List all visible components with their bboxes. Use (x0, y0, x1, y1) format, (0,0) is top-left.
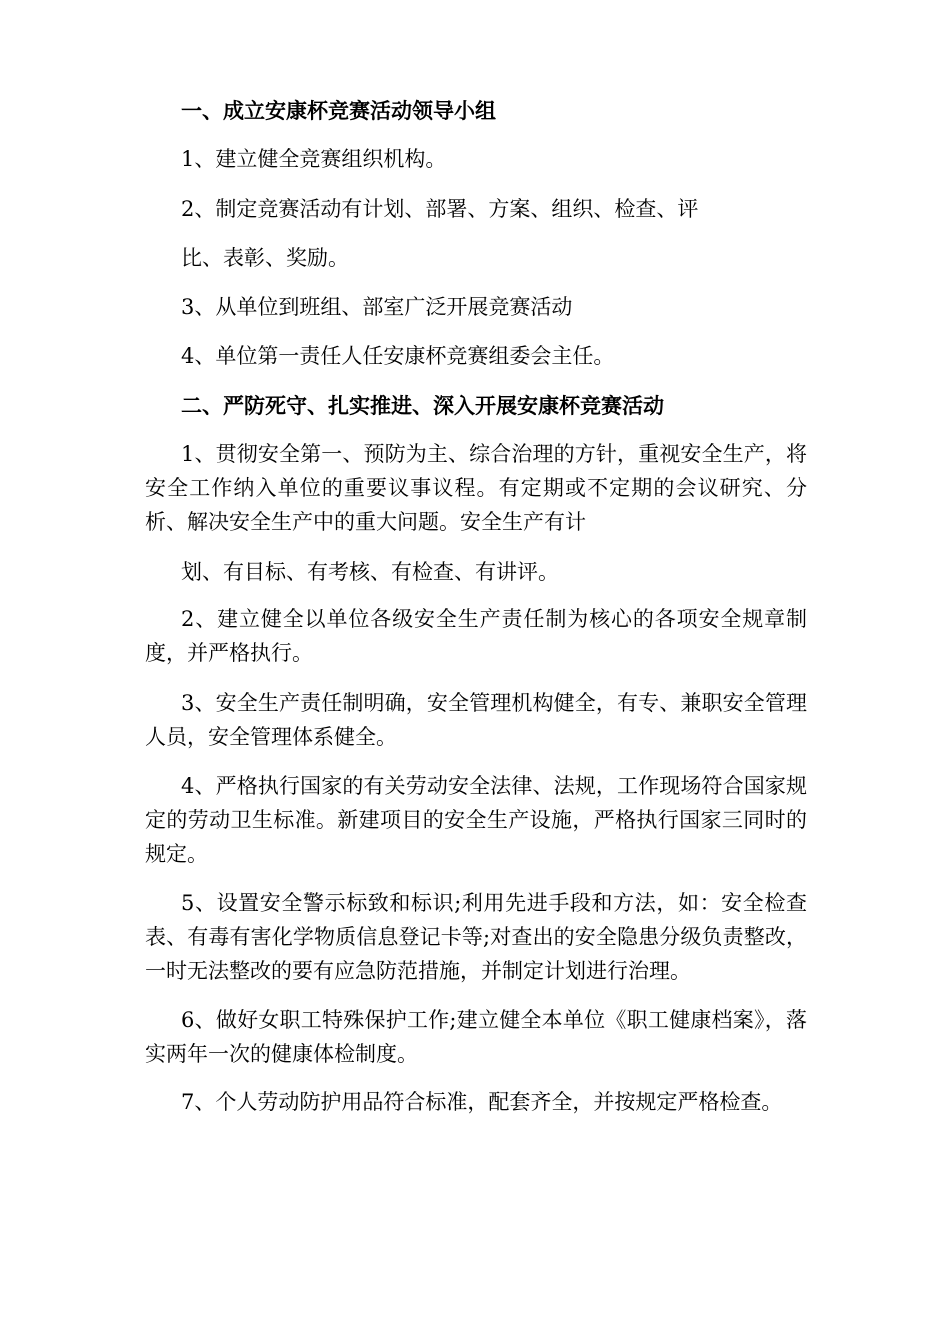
section-1-item-2-continuation: 比、表彰、奖励。 (181, 246, 349, 270)
section-2-paragraph-2: 2、建立健全以单位各级安全生产责任制为核心的各项安全规章制度，并严格执行。 (145, 607, 807, 665)
section-2-paragraph-4: 4、严格执行国家的有关劳动安全法律、法规，工作现场符合国家规定的劳动卫生标准。新建项目的安全生产设施，严格执行国家三同时的规定。 (145, 774, 807, 866)
section-2-paragraph-5: 5、设置安全警示标致和标识;利用先进手段和方法，如：安全检查表、有毒有害化学物质信息登记卡等;对查出的安全隐患分级负责整改，一时无法整改的要有应急防范措施，并制定计划进行治理。 (145, 891, 807, 983)
section-1-item-3: 3、从单位到班组、部室广泛开展竞赛活动 (181, 295, 573, 319)
section-2-paragraph-7: 7、个人劳动防护用品符合标准，配套齐全，并按规定严格检查。 (181, 1090, 783, 1114)
section-2-paragraph-1: 1、贯彻安全第一、预防为主、综合治理的方针，重视安全生产，将安全工作纳入单位的重要议事议程。有定期或不定期的会议研究、分析、解决安全生产中的重大问题。安全生产有计 (145, 442, 807, 534)
section-2-paragraph-6: 6、做好女职工特殊保护工作;建立健全本单位《职工健康档案》，落实两年一次的健康体检制度。 (145, 1008, 807, 1066)
section-1-item-1: 1、建立健全竞赛组织机构。 (181, 147, 447, 171)
section-2-paragraph-3: 3、安全生产责任制明确，安全管理机构健全，有专、兼职安全管理人员，安全管理体系健全。 (145, 691, 807, 749)
section-2-paragraph-1-continuation: 划、有目标、有考核、有检查、有讲评。 (181, 560, 559, 584)
section-1-item-4: 4、单位第一责任人任安康杯竞赛组委会主任。 (181, 344, 615, 368)
section-2-heading: 二、严防死守、扎实推进、深入开展安康杯竞赛活动 (181, 393, 664, 418)
section-1-item-2: 2、制定竞赛活动有计划、部署、方案、组织、检查、评 (181, 197, 699, 221)
section-1-heading: 一、成立安康杯竞赛活动领导小组 (181, 98, 496, 123)
